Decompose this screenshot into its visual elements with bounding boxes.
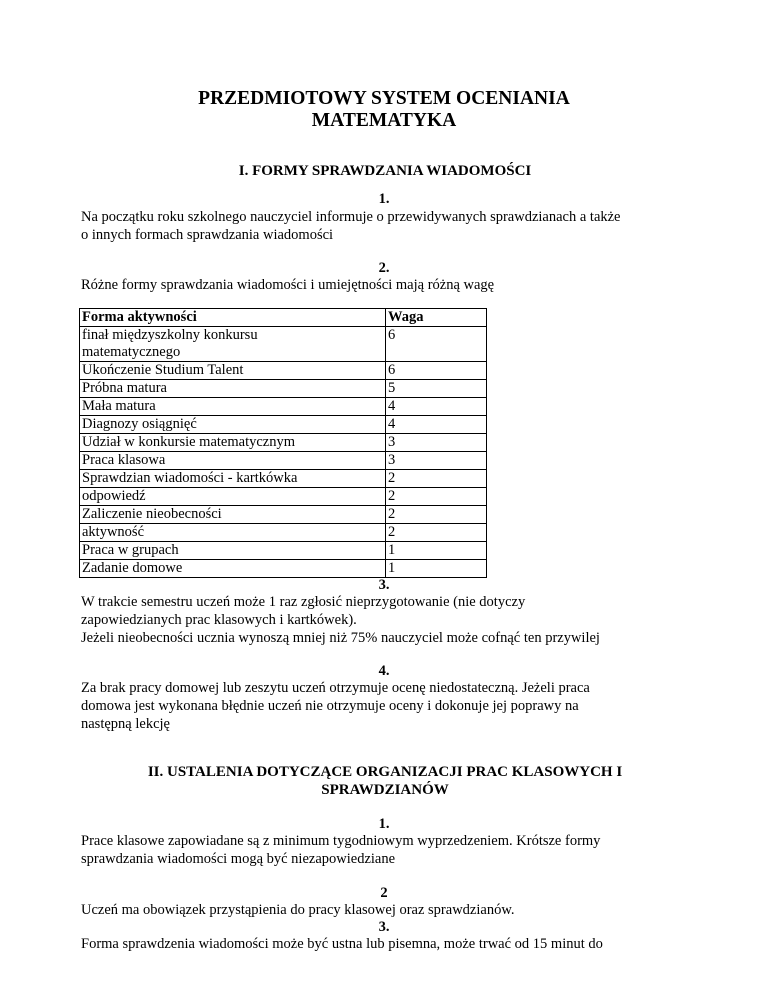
paragraph-line: Jeżeli nieobecności ucznia wynoszą mniej niż 75% nauczyciel może cofnąć ten przywilej — [81, 630, 600, 646]
paragraph-line: Różne formy sprawdzania wiadomości i umiejętności mają różną wagę — [81, 277, 495, 293]
table-row — [80, 560, 487, 578]
paragraph — [81, 901, 693, 919]
table-cell-weight: 2 — [386, 470, 487, 488]
paragraph-line: Za brak pracy domowej lub zeszytu uczeń otrzymuje ocenę niedostateczną. Jeżeli praca — [81, 680, 590, 696]
table-cell-form: Zadanie domowe — [80, 560, 386, 578]
table-cell-weight: 6 — [386, 362, 487, 380]
point-number: 4. — [378, 663, 390, 679]
table-header-weight: Waga — [386, 309, 487, 327]
table-cell-weight: 4 — [386, 416, 487, 434]
table-row — [80, 452, 487, 470]
heading-line: II. USTALENIA DOTYCZĄCE ORGANIZACJI PRAC KLASOWYCH I — [147, 764, 623, 780]
section-2-heading — [80, 763, 690, 799]
paragraph-line: sprawdzania wiadomości mogą być niezapowiedziane — [81, 851, 396, 867]
table-cell-weight: 1 — [386, 560, 487, 578]
paragraph — [81, 935, 693, 953]
paragraph-line: o innych formach sprawdzania wiadomości — [81, 227, 334, 243]
paragraph-line: zapowiedzianych prac klasowych i kartkówek). — [81, 612, 357, 628]
table-cell-weight: 3 — [386, 434, 487, 452]
point-number: 2. — [378, 260, 390, 276]
table-cell-form: aktywność — [80, 524, 386, 542]
paragraph-line: Uczeń ma obowiązek przystąpienia do pracy klasowej oraz sprawdzianów. — [81, 902, 515, 918]
heading-line: SPRAWDZIANÓW — [321, 782, 449, 798]
title-line-1: PRZEDMIOTOWY SYSTEM OCENIANIA — [198, 88, 570, 109]
paragraph — [81, 593, 693, 647]
table-row — [80, 488, 487, 506]
table-row — [80, 398, 487, 416]
table-row — [80, 362, 487, 380]
table-cell-weight: 2 — [386, 506, 487, 524]
table-cell-form: Udział w konkursie matematycznym — [80, 434, 386, 452]
table-row — [80, 542, 487, 560]
table-cell-form: Praca w grupach — [80, 542, 386, 560]
point-number: 1. — [378, 191, 390, 207]
paragraph-line: Prace klasowe zapowiadane są z minimum tygodniowym wyprzedzeniem. Krótsze formy — [81, 833, 601, 849]
table-row — [80, 416, 487, 434]
point-number: 1. — [378, 816, 390, 832]
table-cell-form: Diagnozy osiągnięć — [80, 416, 386, 434]
table-cell-form: Sprawdzian wiadomości - kartkówka — [80, 470, 386, 488]
table-row — [80, 524, 487, 542]
table-cell-form: odpowiedź — [80, 488, 386, 506]
table-row — [80, 470, 487, 488]
paragraph-line: Forma sprawdzenia wiadomości może być ustna lub pisemna, może trwać od 15 minut do — [81, 936, 603, 952]
table-cell-form: Zaliczenie nieobecności — [80, 506, 386, 524]
table-cell-weight: 4 — [386, 398, 487, 416]
table-cell-weight: 5 — [386, 380, 487, 398]
document-title — [0, 88, 768, 132]
point-number: 2 — [380, 885, 388, 901]
weights-table — [79, 308, 487, 578]
table-row — [80, 380, 487, 398]
paragraph-line: W trakcie semestru uczeń może 1 raz zgłosić nieprzygotowanie (nie dotyczy — [81, 594, 526, 610]
paragraph — [81, 276, 693, 294]
paragraph-line: domowa jest wykonana błędnie uczeń nie otrzymuje oceny i dokonuje jej poprawy na — [81, 698, 579, 714]
point-number: 3. — [378, 577, 390, 593]
paragraph — [81, 679, 693, 733]
table-cell-form: Próbna matura — [80, 380, 386, 398]
table-cell-form: Ukończenie Studium Talent — [80, 362, 386, 380]
section-1-heading: I. FORMY SPRAWDZANIA WIADOMOŚCI — [238, 163, 532, 179]
paragraph — [81, 208, 693, 244]
paragraph-line: następną lekcję — [81, 716, 170, 732]
table-cell-weight: 2 — [386, 488, 487, 506]
table-header-row — [80, 309, 487, 327]
table-cell-form: Mała matura — [80, 398, 386, 416]
table-cell-weight: 6 — [386, 327, 487, 362]
title-line-2: MATEMATYKA — [311, 110, 457, 131]
table-row — [80, 434, 487, 452]
table-header-form: Forma aktywności — [80, 309, 386, 327]
table-cell-weight: 1 — [386, 542, 487, 560]
paragraph — [81, 832, 693, 868]
table-cell-weight: 2 — [386, 524, 487, 542]
table-cell-weight: 3 — [386, 452, 487, 470]
table-row — [80, 327, 487, 362]
table-cell-form: finał międzyszkolny konkursu matematycznego — [80, 327, 386, 362]
table-row — [80, 506, 487, 524]
point-number: 3. — [378, 919, 390, 935]
paragraph-line: Na początku roku szkolnego nauczyciel informuje o przewidywanych sprawdzianach a także — [81, 209, 621, 225]
table-cell-form: Praca klasowa — [80, 452, 386, 470]
